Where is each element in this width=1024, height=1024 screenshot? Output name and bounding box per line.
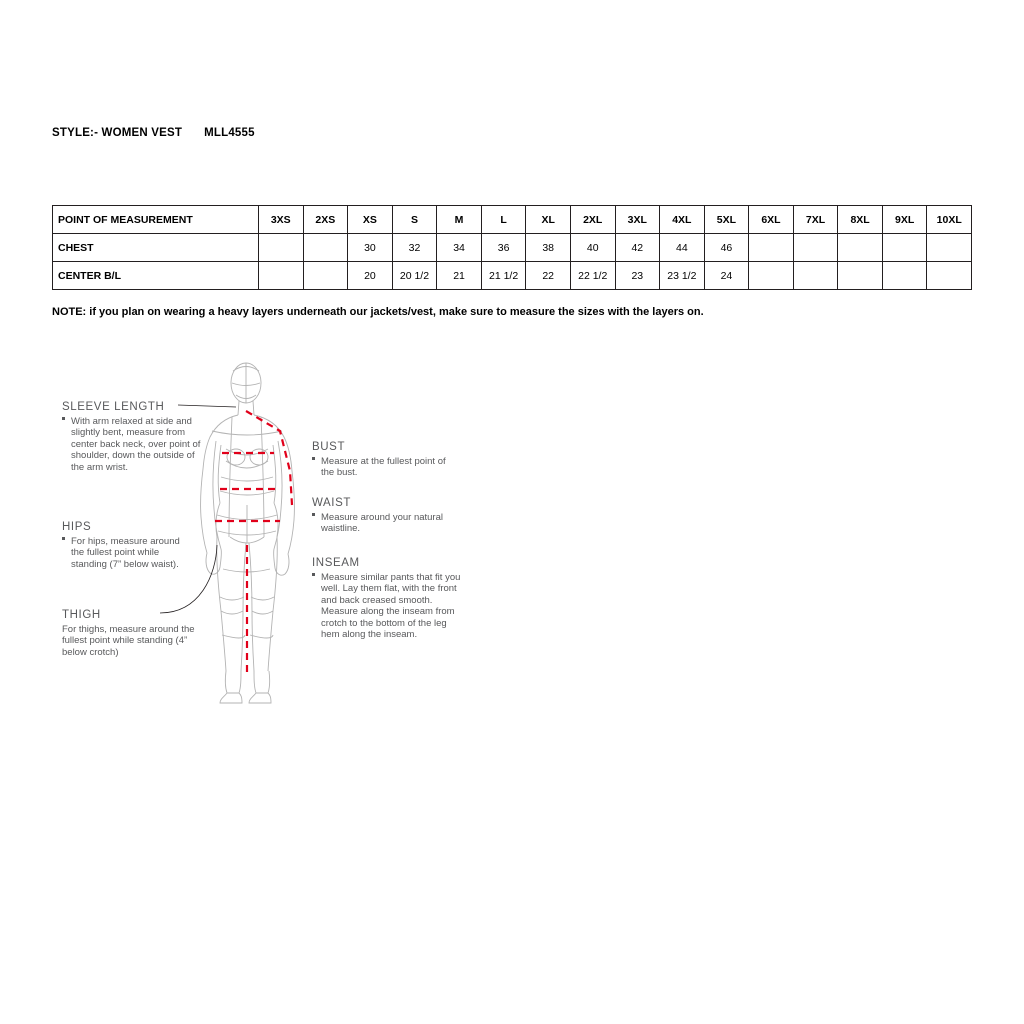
table-cell	[793, 234, 838, 262]
table-cell	[838, 234, 883, 262]
callout-title: WAIST	[312, 497, 351, 509]
column-header: 5XL	[704, 206, 749, 234]
style-label: STYLE:- WOMEN VEST	[52, 127, 183, 139]
column-header: 3XS	[259, 206, 304, 234]
table-cell	[882, 234, 927, 262]
measurement-figure-area	[40, 345, 510, 745]
table-cell	[303, 234, 348, 262]
callout-title: SLEEVE LENGTH	[62, 401, 165, 413]
table-cell: 38	[526, 234, 571, 262]
bullet-icon	[312, 457, 315, 460]
column-header: 6XL	[749, 206, 794, 234]
table-cell	[927, 234, 972, 262]
table-cell: 32	[392, 234, 437, 262]
table-cell: 21 1/2	[481, 262, 526, 290]
table-header-row	[53, 206, 972, 234]
table-cell: 40	[570, 234, 615, 262]
callout-text: Measure similar pants that fit you well. Lay them flat, with the front and back creased smooth. Measure along the inseam from crotch to the bottom of the leg hem along the inseam.	[321, 572, 461, 641]
callout-thigh	[62, 609, 212, 658]
style-code: MLL4555	[204, 127, 255, 139]
table-cell	[838, 262, 883, 290]
table-cell: 20	[348, 262, 393, 290]
bullet-icon	[62, 417, 65, 420]
table-cell: 42	[615, 234, 660, 262]
column-header: 2XL	[570, 206, 615, 234]
callout-title: THIGH	[62, 609, 101, 621]
column-header: POINT OF MEASUREMENT	[53, 206, 259, 234]
table-cell: 44	[660, 234, 705, 262]
callout-title: HIPS	[62, 521, 92, 533]
column-header: M	[437, 206, 482, 234]
column-header: L	[481, 206, 526, 234]
callout-waist	[312, 497, 452, 535]
callout-sleeve-length	[62, 401, 202, 473]
callout-text: For hips, measure around the fullest point while standing (7” below waist).	[71, 536, 180, 570]
table-cell: 21	[437, 262, 482, 290]
callout-bust	[312, 441, 452, 479]
table-cell: 20 1/2	[392, 262, 437, 290]
callout-inseam	[312, 557, 462, 640]
table-cell	[259, 234, 304, 262]
measurement-note: NOTE: if you plan on wearing a heavy layers underneath our jackets/vest, make sure to measure the sizes with the layers on.	[52, 306, 704, 318]
row-label: CHEST	[53, 234, 259, 262]
callout-body	[312, 456, 452, 479]
table-cell	[882, 262, 927, 290]
row-label: CENTER B/L	[53, 262, 259, 290]
column-header: XL	[526, 206, 571, 234]
bullet-icon	[62, 537, 65, 540]
table-row	[53, 234, 972, 262]
table-cell: 36	[481, 234, 526, 262]
callout-title: INSEAM	[312, 557, 360, 569]
table-cell	[259, 262, 304, 290]
callout-text: With arm relaxed at side and slightly bent, measure from center back neck, over point of shoulder, down the outside of the arm wrist.	[71, 416, 201, 473]
column-header: S	[392, 206, 437, 234]
callout-body	[62, 416, 202, 473]
table-cell: 23 1/2	[660, 262, 705, 290]
column-header: 7XL	[793, 206, 838, 234]
table-cell: 30	[348, 234, 393, 262]
callout-text: Measure around your natural waistline.	[321, 512, 443, 535]
table-cell: 34	[437, 234, 482, 262]
table-cell	[793, 262, 838, 290]
callout-title: BUST	[312, 441, 346, 453]
callout-body: For thighs, measure around the fullest point while standing (4” below crotch)	[62, 624, 195, 658]
size-chart-table	[52, 205, 972, 290]
table-cell: 22	[526, 262, 571, 290]
callout-body	[312, 572, 462, 640]
column-header: 10XL	[927, 206, 972, 234]
callout-text: Measure at the fullest point of the bust.	[321, 456, 446, 479]
table-cell	[303, 262, 348, 290]
column-header: XS	[348, 206, 393, 234]
table-row	[53, 262, 972, 290]
table-cell: 24	[704, 262, 749, 290]
column-header: 3XL	[615, 206, 660, 234]
table-cell	[749, 234, 794, 262]
column-header: 2XS	[303, 206, 348, 234]
column-header: 9XL	[882, 206, 927, 234]
table-cell	[927, 262, 972, 290]
callout-body	[62, 536, 192, 570]
table-cell: 22 1/2	[570, 262, 615, 290]
column-header: 8XL	[838, 206, 883, 234]
callout-body	[312, 512, 452, 535]
table-cell: 23	[615, 262, 660, 290]
table-cell: 46	[704, 234, 749, 262]
style-heading	[52, 127, 255, 139]
bullet-icon	[312, 513, 315, 516]
bullet-icon	[312, 573, 315, 576]
column-header: 4XL	[660, 206, 705, 234]
callout-hips	[62, 521, 192, 570]
table-cell	[749, 262, 794, 290]
